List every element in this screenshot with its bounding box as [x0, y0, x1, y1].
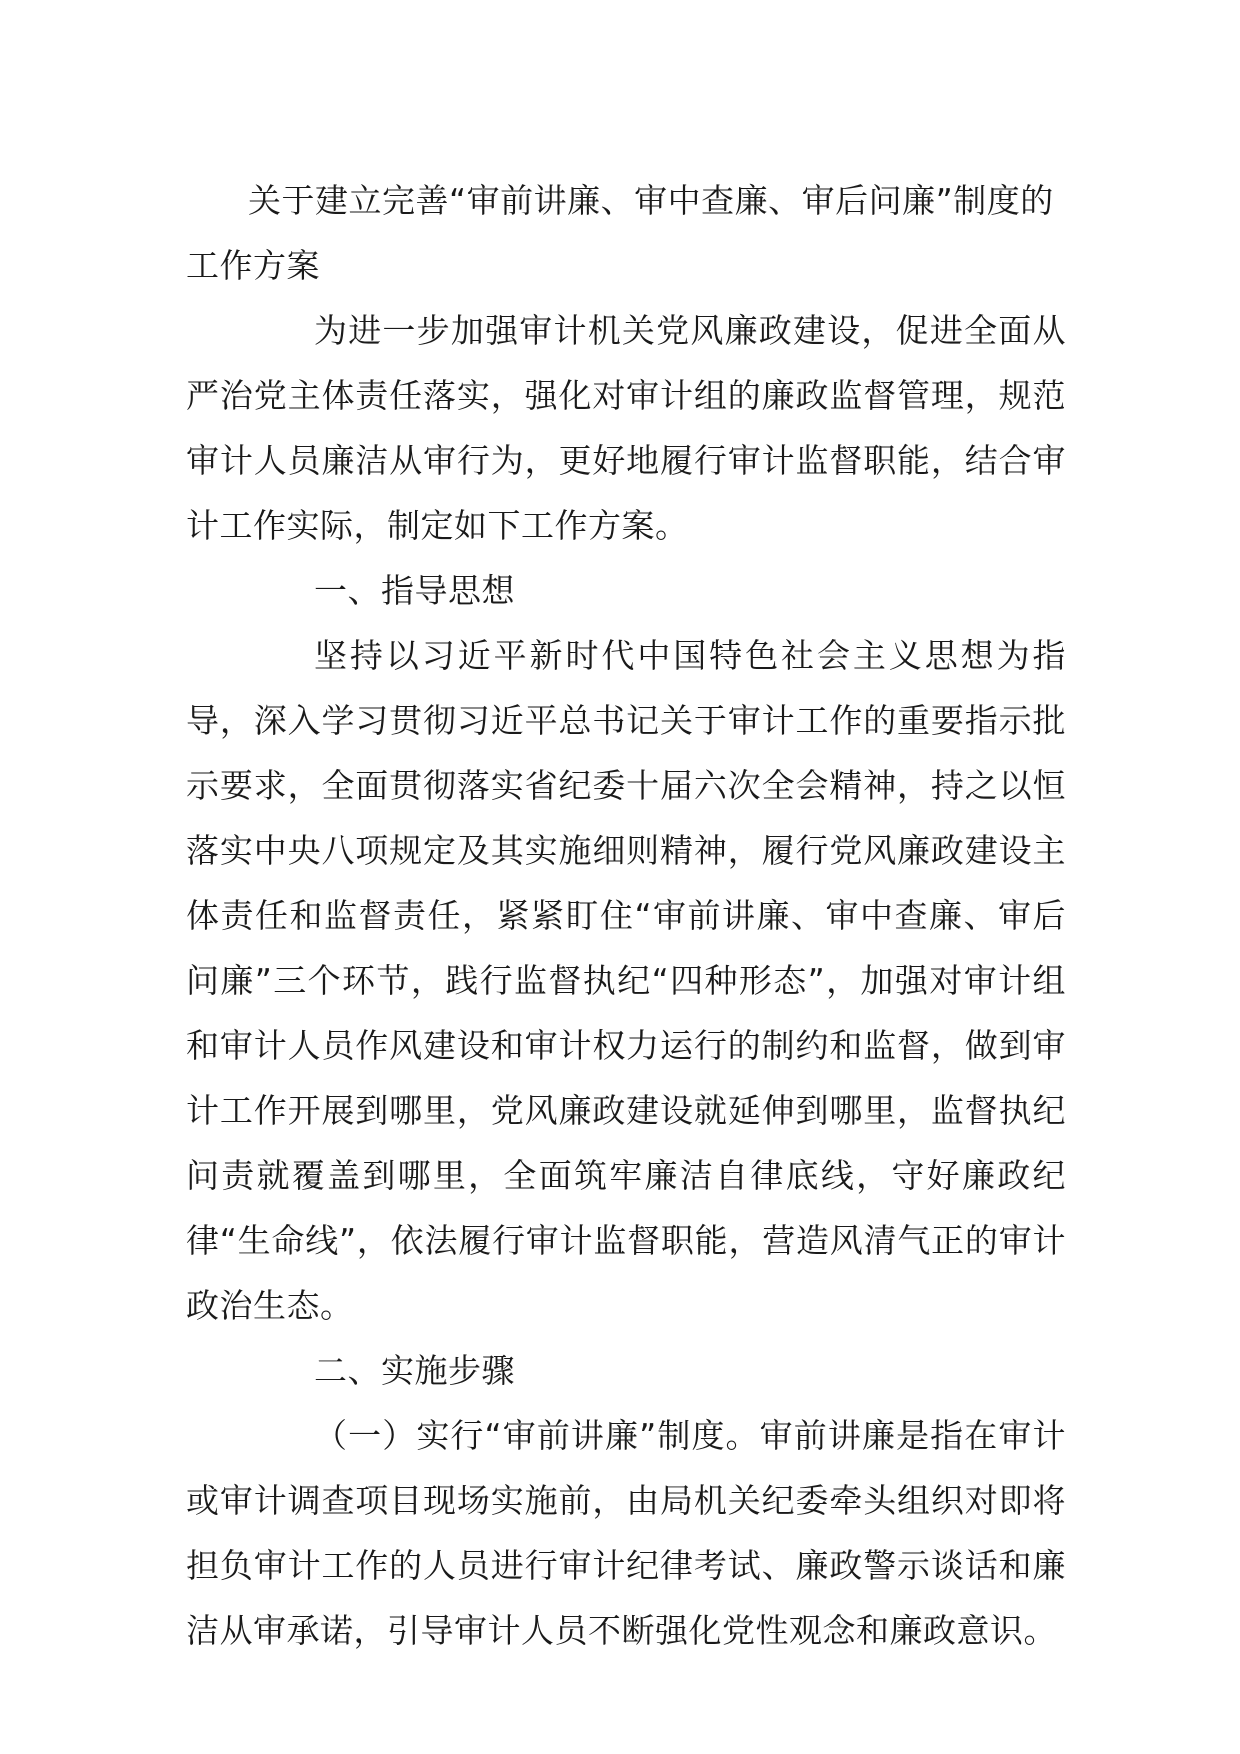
implementation-step-1-paragraph: （一）实行“审前讲廉”制度。审前讲廉是指在审计或审计调查项目现场实施前，由局机关纪委牵头组织对即将担负审计工作的人员进行审计纪律考试、廉政警示谈话和廉洁从审承诺，引导审计人员不断强化党性观念和廉政意识。 — [186, 1416, 1066, 1650]
section-heading-implementation-steps: 二、实施步骤 — [314, 1351, 515, 1390]
guiding-ideology-paragraph: 坚持以习近平新时代中国特色社会主义思想为指导，深入学习贯彻习近平总书记关于审计工作的重要指示批示要求，全面贯彻落实省纪委十届六次全会精神，持之以恒落实中央八项规定及其实施细则精神，履行党风廉政建设主体责任和监督责任，紧紧盯住“审前讲廉、审中查廉、审后问廉”三个环节，践行监督执纪“四种形态”，加强对审计组和审计人员作风建设和审计权力运行的制约和监督，做到审计工作开展到哪里，党风廉政建设就延伸到哪里，监督执纪问责就覆盖到哪里，全面筑牢廉洁自律底线，守好廉政纪律“生命线”，依法履行审计监督职能，营造风清气正的审计政治生态。 — [186, 636, 1066, 1325]
document-body — [186, 168, 1066, 1663]
section-heading-guiding-ideology: 一、指导思想 — [314, 571, 515, 610]
intro-paragraph: 为进一步加强审计机关党风廉政建设，促进全面从严治党主体责任落实，强化对审计组的廉政监督管理，规范审计人员廉洁从审行为，更好地履行审计监督职能，结合审计工作实际，制定如下工作方案。 — [186, 311, 1066, 545]
document-title: 关于建立完善“审前讲廉、审中查廉、审后问廉”制度的工作方案 — [186, 181, 1054, 285]
